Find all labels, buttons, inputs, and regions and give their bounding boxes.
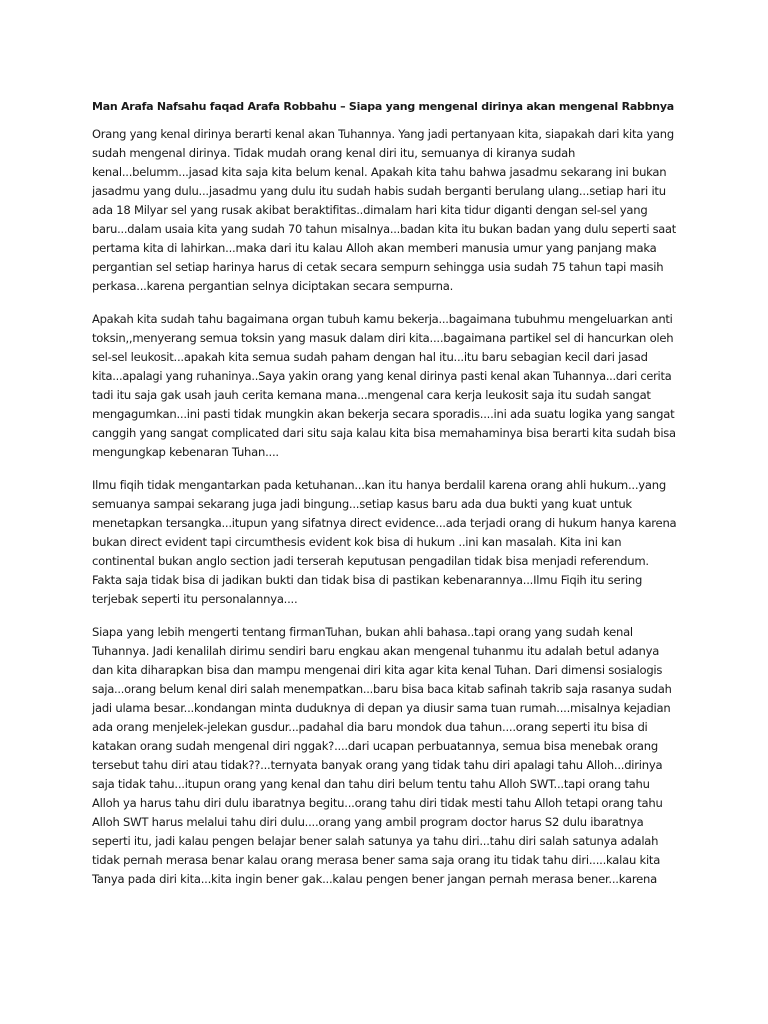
paragraph-line: Siapa yang lebih mengerti tentang firmanTuhan, bukan ahli bahasa..tapi orang yang sudah kenal <box>92 625 633 639</box>
paragraph-line: semuanya sampai sekarang juga jadi bingung...setiap kasus baru ada dua bukti yang kuat untuk <box>92 497 632 511</box>
paragraph-line: tidak pernah merasa benar kalau orang merasa bener sama saja orang itu tidak tahu diri.....kalau kita <box>92 853 661 867</box>
paragraph <box>92 310 676 462</box>
paragraph-line: mengagumkan...ini pasti tidak mungkin akan bekerja secara sporadis....ini ada suatu logika yang sangat <box>92 407 675 421</box>
paragraph-line: toksin,,menyerang semua toksin yang masuk dalam diri kita....bagaimana partikel sel di hancurkan oleh <box>92 331 674 345</box>
paragraph-line: katakan orang sudah mengenal diri nggak?....dari ucapan perbuatannya, semua bisa menebak orang <box>92 739 658 753</box>
paragraph-line: Tuhannya. Jadi kenalilah dirimu sendiri baru engkau akan mengenal tuhanmu itu adalah betul adanya <box>92 644 660 658</box>
paragraph-line: mengungkap kebenaran Tuhan.... <box>92 445 279 459</box>
paragraph-line: Alloh ya harus tahu diri dulu ibaratnya begitu...orang tahu diri tidak mesti tahu Alloh tetapi orang tahu <box>92 796 663 810</box>
paragraph-line: Ilmu fiqih tidak mengantarkan pada ketuhanan...kan itu hanya berdalil karena orang ahli hukum...yang <box>92 478 666 492</box>
paragraph-line: Alloh SWT harus melalui tahu diri dulu....orang yang ambil program doctor harus S2 dulu ibaratnya <box>92 815 644 829</box>
paragraph-line: Apakah kita sudah tahu bagaimana organ tubuh kamu bekerja...bagaimana tubuhmu mengeluarkan anti <box>92 312 673 326</box>
paragraph-line: Fakta saja tidak bisa di jadikan bukti dan tidak bisa di pastikan kebenarannya...Ilmu Fiqih itu sering <box>92 573 643 587</box>
paragraph-line: sel-sel leukosit...apakah kita semua sudah paham dengan hal itu...itu baru sebagian kecil dari jasad <box>92 350 648 364</box>
paragraph-line: pertama kita di lahirkan...maka dari itu kalau Alloh akan memberi manusia umur yang panjang maka <box>92 241 657 255</box>
paragraph-line: tersebut tahu diri atau tidak??...ternyata banyak orang yang tidak tahu diri apalagi tahu Alloh...dirinya <box>92 758 663 772</box>
paragraph-line: continental bukan anglo section jadi terserah keputusan pengadilan tidak bisa menjadi referendum. <box>92 554 649 568</box>
paragraph-line: jasadmu yang dulu...jasadmu yang dulu itu sudah habis sudah berganti berulang ulang...setiap hari itu <box>92 184 666 198</box>
paragraph-line: Orang yang kenal dirinya berarti kenal akan Tuhannya. Yang jadi pertanyaan kita, siapakah dari kita yang <box>92 127 674 141</box>
paragraph-line: perkasa...karena pergantian selnya diciptakan secara sempurna. <box>92 279 454 293</box>
paragraph-line: ada orang menjelek-jelekan gusdur...padahal dia baru mondok dua tahun....orang seperti itu bisa di <box>92 720 648 734</box>
paragraph-line: pergantian sel setiap harinya harus di cetak secara sempurn sehingga usia sudah 75 tahun tapi masih <box>92 260 664 274</box>
paragraph-line: jadi ulama besar...kondangan minta duduknya di depan ya diusir sama tuan rumah....misalnya kejadian <box>92 701 671 715</box>
paragraph-line: saja tidak tahu...itupun orang yang kenal dan tahu diri belum tentu tahu Alloh SWT...tapi orang tahu <box>92 777 650 791</box>
paragraph-line: terjebak seperti itu personalannya.... <box>92 592 298 606</box>
paragraph-line: bukan direct evident tapi circumthesis evident kok bisa di hukum ..ini kan masalah. Kita ini kan <box>92 535 622 549</box>
paragraph-line: saja...orang belum kenal diri salah menempatkan...baru bisa baca kitab safinah takrib saja rasanya sudah <box>92 682 672 696</box>
paragraph <box>92 125 676 296</box>
paragraph-line: tadi itu saja gak usah jauh cerita kemana mana...mengenal cara kerja leukosit saja itu sudah sangat <box>92 388 651 402</box>
paragraph-line: seperti itu, jadi kalau pengen belajar bener salah satunya ya tahu diri...tahu diri salah satunya adalah <box>92 834 659 848</box>
paragraph-line: canggih yang sangat complicated dari situ saja kalau kita bisa memahaminya bisa berarti kita sudah bisa <box>92 426 676 440</box>
paragraph-line: ada 18 Milyar sel yang rusak akibat beraktifitas..dimalam hari kita tidur diganti dengan sel-sel yang <box>92 203 648 217</box>
paragraph-line: baru...dalam usaia kita yang sudah 70 tahun misalnya...badan kita itu bukan badan yang dulu seperti saat <box>92 222 676 236</box>
paragraph <box>92 623 676 889</box>
paragraph-line: menetapkan tersangka...itupun yang sifatnya direct evidence...ada terjadi orang di hukum hanya karena <box>92 516 677 530</box>
paragraph-line: kita...apalagi yang ruhaninya..Saya yakin orang yang kenal dirinya pasti kenal akan Tuhannya...dari cerita <box>92 369 672 383</box>
paragraph <box>92 476 676 609</box>
paragraph-line: dan kita diharapkan bisa dan mampu mengenai diri kita agar kita kenal Tuhan. Dari dimensi sosialogis <box>92 663 663 677</box>
paragraph-line: Tanya pada diri kita...kita ingin bener gak...kalau pengen bener jangan pernah merasa bener...karena <box>92 872 657 886</box>
paragraph-line: kenal...belumm...jasad kita saja kita belum kenal. Apakah kita tahu bahwa jasadmu sekarang ini bukan <box>92 165 667 179</box>
document-title: Man Arafa Nafsahu faqad Arafa Robbahu – Siapa yang mengenal dirinya akan mengenal Rabbnya <box>92 100 674 113</box>
paragraph-line: sudah mengenal dirinya. Tidak mudah orang kenal diri itu, semuanya di kiranya sudah <box>92 146 576 160</box>
